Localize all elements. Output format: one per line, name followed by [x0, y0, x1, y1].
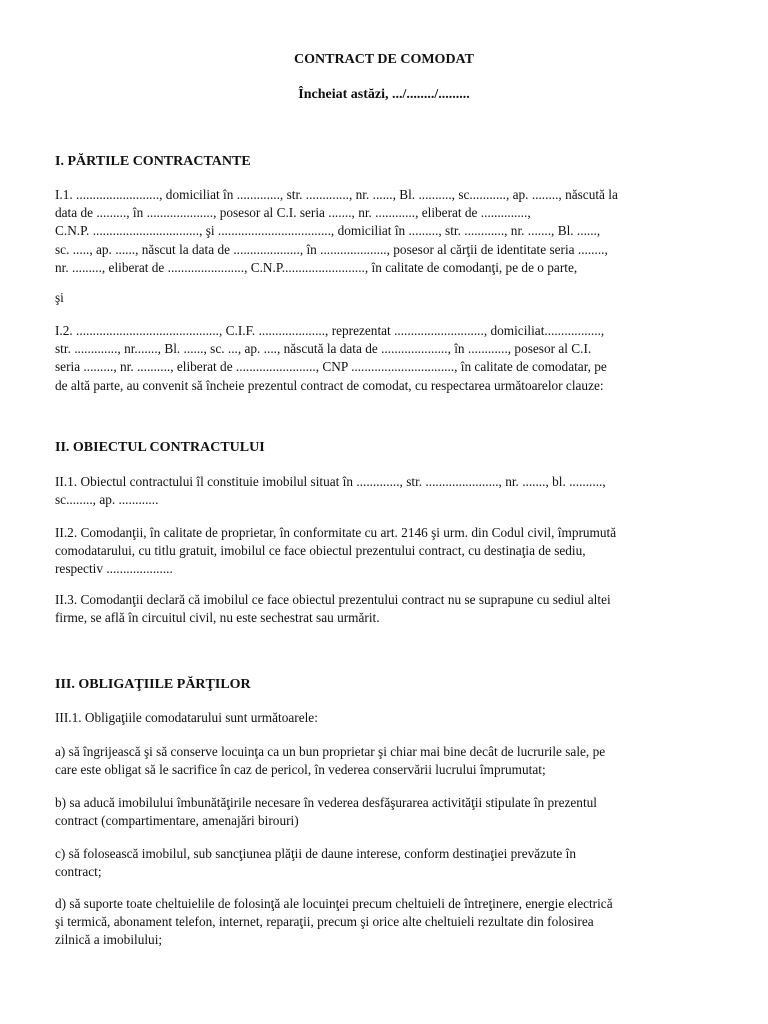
text-line: seria ........., nr. .........., eliberat de ........................, CNP ..............................., în calitate de comodatar, pe	[55, 359, 607, 375]
text-line: contract (compartimentare, amenajări birouri)	[55, 813, 299, 829]
text-line: sc. ....., ap. ......, născut la data de ...................., în ...................., posesor al cărţii de identitate seria ........,	[55, 241, 608, 257]
paragraph-obligation-c	[55, 845, 717, 881]
text-line: II.1. Obiectul contractului îl constituie imobilul situat în ............., str. ......................, nr. ......., bl. ..........,	[55, 474, 606, 489]
paragraph-object-2	[55, 524, 717, 579]
text-line: şi termică, abonament telefon, internet, reparaţii, precum şi orice alte cheltuieli rezultate din folosirea	[55, 914, 594, 930]
paragraph-obligation-d	[55, 895, 717, 950]
paragraph-party-2	[55, 322, 717, 395]
text-line: sc........, ap. ............	[55, 492, 159, 508]
text-line: respectiv ....................	[55, 561, 173, 577]
section-heading-parties: I. PĂRTILE CONTRACTANTE	[55, 154, 251, 169]
text-line: I.2. ..........................................., C.I.F. ...................., reprezentat ..........................., domiciliat.................,	[55, 323, 605, 338]
text-line: data de ........., în ...................., posesor al C.I. seria ......., nr. ............, eliberat de ..............,	[55, 205, 531, 221]
text-line: II.3. Comodanţii declară că imobilul ce face obiectul prezentului contract nu se suprapune cu sediul altei	[55, 592, 611, 607]
text-line: I.1. ........................., domiciliat în ............., str. ............., nr. ......, Bl. .........., sc..........., ap. ........, născută la	[55, 187, 618, 202]
text-line: de altă parte, au convenit să încheie prezentul contract de comodat, cu respectarea următoarelor clauze:	[55, 377, 604, 393]
paragraph-obligation-b	[55, 794, 717, 830]
document-title: CONTRACT DE COMODAT	[294, 52, 474, 67]
section-heading-obligations: III. OBLIGAŢIILE PĂRŢILOR	[55, 677, 251, 692]
text-line: contract;	[55, 864, 102, 880]
text-line: c) să folosească imobilul, sub sancţiunea plăţii de daune interese, conform destinaţiei prevăzute în	[55, 846, 576, 861]
section-heading-object: II. OBIECTUL CONTRACTULUI	[55, 440, 265, 455]
text-line: firme, se află în circuitul civil, nu este sechestrat sau urmărit.	[55, 610, 380, 626]
paragraph-obligations-intro	[55, 709, 717, 727]
paragraph-conjunction	[55, 289, 717, 307]
paragraph-party-1	[55, 186, 717, 277]
text-line: nr. ........., eliberat de ......................., C.N.P........................., în calitate de comodanţi, pe de o parte,	[55, 259, 578, 275]
text-line: comodatarului, cu titlu gratuit, imobilul ce face obiectul prezentului contract, cu destinaţia de sediu,	[55, 543, 586, 559]
paragraph-object-1	[55, 473, 717, 509]
text-line: şi	[55, 290, 64, 305]
text-line: II.2. Comodanţii, în calitate de proprietar, în conformitate cu art. 2146 şi urm. din Codul civil, împrumută	[55, 525, 617, 540]
paragraph-obligation-a	[55, 743, 717, 779]
text-line: a) să îngrijească şi să conserve locuinţa ca un bun proprietar şi chiar mai bine decât de lucrurile sale, pe	[55, 744, 606, 759]
text-line: care este obligat să le sacrifice în caz de pericol, în vederea conservării lucrului împrumutat;	[55, 762, 546, 778]
text-line: str. ............., nr......., Bl. ......, sc. ..., ap. ...., născută la data de ...................., în ............, posesor al C.I.	[55, 341, 592, 357]
text-line: III.1. Obligaţiile comodatarului sunt următoarele:	[55, 710, 318, 725]
text-line: C.N.P. ................................, şi .................................., domiciliat în ........., str. ............, nr. ......., Bl. ......,	[55, 223, 601, 239]
text-line: zilnică a imobilului;	[55, 932, 163, 948]
document-date-line: Încheiat astăzi, .../......../.........	[298, 87, 470, 102]
paragraph-object-3	[55, 591, 717, 627]
text-line: d) să suporte toate cheltuielile de folosinţă ale locuinţei precum cheltuieli de întreţinere, energie electrică	[55, 896, 613, 911]
text-line: b) sa aducă imobilului îmbunătăţirile necesare în vederea desfăşurarea activităţii stipulate în prezentul	[55, 795, 597, 810]
